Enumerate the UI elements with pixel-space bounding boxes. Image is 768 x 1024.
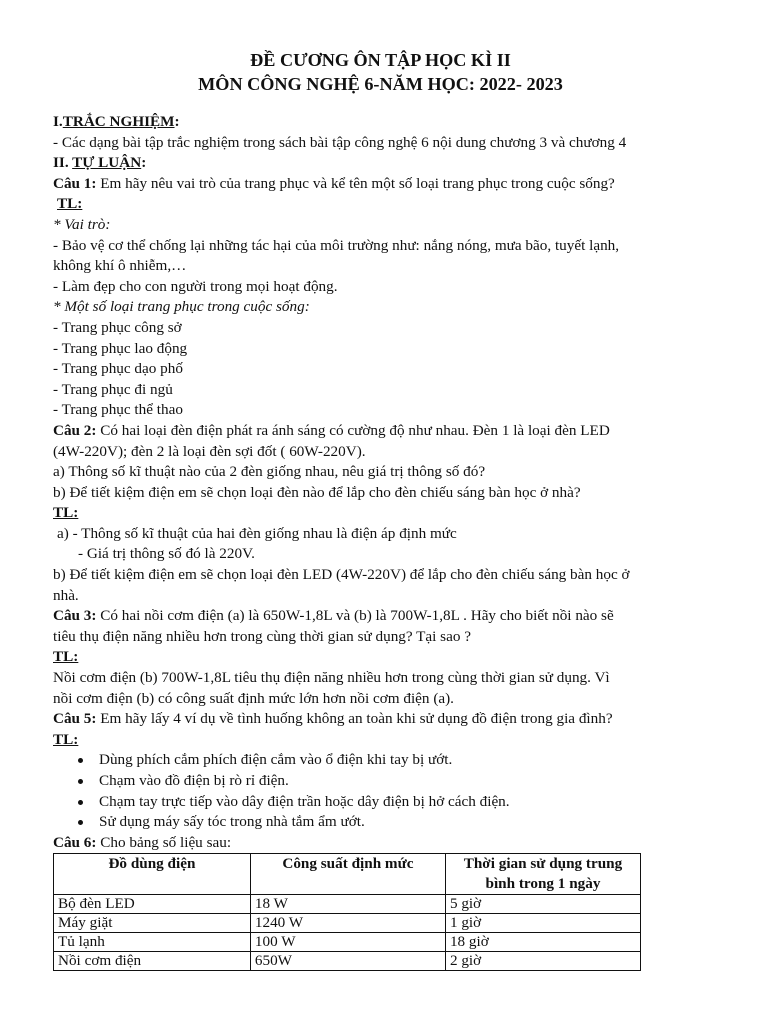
answer-5-heading [53, 730, 708, 751]
question-6 [53, 833, 708, 854]
question-5-label: Câu 5: [53, 710, 97, 728]
list-item: Chạm vào đồ điện bị rò rỉ điện. [99, 771, 708, 792]
section1-line: - Các dạng bài tập trắc nghiệm trong sách bài tập công nghệ 6 nội dung chương 3 và chương 4 [53, 133, 627, 151]
answer-1-item: - Trang phục dạo phố [53, 360, 183, 378]
table-header: Đồ dùng điện [54, 854, 251, 895]
table-cell: 1240 W [250, 914, 445, 933]
answer-2-heading [53, 503, 708, 524]
answer-1-heading [53, 194, 708, 215]
answer-2-a1: a) - Thông số kĩ thuật của hai đèn giống nhau là điện áp định mức [57, 524, 457, 542]
answer-3-tl: TL: [53, 648, 79, 666]
list-item: Sử dụng máy sấy tóc trong nhà tắm ẩm ướt. [99, 812, 708, 833]
question-3-text: Có hai nồi cơm điện (a) là 650W-1,8L và (b) là 700W-1,8L . Hãy cho biết nồi nào sẽ [96, 607, 614, 625]
section2-prefix: II. [53, 154, 73, 172]
section1-colon: : [174, 113, 180, 130]
question-2-text: Có hai loại đèn điện phát ra ánh sáng có cường độ như nhau. Đèn 1 là loại đèn LED [96, 421, 610, 439]
table-cell: 18 giờ [445, 933, 640, 952]
section1-heading [53, 112, 708, 133]
answer-2-tl: TL: [53, 504, 79, 522]
table-cell: Máy giặt [54, 914, 251, 933]
answer-1-item: - Trang phục công sở [53, 318, 182, 336]
answer-1-sub1: * Vai trò: [53, 215, 111, 233]
table-cell: 1 giờ [445, 914, 640, 933]
section2-colon: : [141, 154, 147, 172]
table-cell: Nồi cơm điện [54, 952, 251, 971]
table-cell: 18 W [250, 895, 445, 914]
document-title-line2: MÔN CÔNG NGHỆ 6-NĂM HỌC: 2022- 2023 [198, 74, 563, 94]
answer-3-line2: nồi cơm điện (b) có công suất định mức lớn hơn nồi cơm điện (a). [53, 689, 454, 707]
list-item: Chạm tay trực tiếp vào dây điện trần hoặc dây điện bị hở cách điện. [99, 792, 708, 813]
answer-1-sub2: * Một số loại trang phục trong cuộc sống: [53, 298, 310, 316]
answer-1-item: - Trang phục đi ngủ [53, 380, 173, 398]
answer-1-item: - Trang phục thể thao [53, 401, 183, 419]
question-2-line2: (4W-220V); đèn 2 là loại đèn sợi đốt ( 60W-220V). [53, 442, 366, 460]
answer-5-list [53, 750, 708, 832]
answer-1-item: - Trang phục lao động [53, 339, 188, 357]
question-3 [53, 606, 708, 627]
list-item: Dùng phích cắm phích điện cắm vào ổ điện khi tay bị ướt. [99, 750, 708, 771]
answer-2-b1: b) Để tiết kiệm điện em sẽ chọn loại đèn LED (4W-220V) để lắp cho đèn chiếu sáng bàn học ở [53, 566, 630, 584]
table-cell: 650W [250, 952, 445, 971]
table-cell: Bộ đèn LED [54, 895, 251, 914]
section1-title: TRẮC NGHIỆM [62, 113, 175, 130]
document-title-line1: ĐỀ CƯƠNG ÔN TẬP HỌC KÌ II [250, 50, 511, 70]
section1-prefix: I. [53, 113, 63, 130]
answer-1-line3: - Làm đẹp cho con người trong mọi hoạt động. [53, 277, 338, 295]
answer-3-heading [53, 647, 708, 668]
table-cell: 100 W [250, 933, 445, 952]
question-6-text: Cho bảng số liệu sau: [96, 833, 232, 851]
table-cell: 2 giờ [445, 952, 640, 971]
answer-5-tl: TL: [53, 730, 79, 748]
question-6-label: Câu 6: [53, 833, 97, 851]
table-row [54, 895, 641, 914]
table-header-row [54, 854, 641, 895]
table-header: Công suất định mức [250, 854, 445, 895]
table-row [54, 952, 641, 971]
section2-title: TỰ LUẬN [72, 154, 142, 172]
question-1 [53, 174, 708, 195]
answer-2-a2: - Giá trị thông số đó là 220V. [78, 545, 255, 563]
answer-2-b2: nhà. [53, 586, 79, 604]
appliance-table [53, 853, 641, 971]
question-3-label: Câu 3: [53, 607, 97, 625]
question-1-text: Em hãy nêu vai trò của trang phục và kể tên một số loại trang phục trong cuộc sống? [96, 174, 615, 192]
question-5 [53, 709, 708, 730]
question-2-label: Câu 2: [53, 421, 97, 439]
table-row [54, 933, 641, 952]
table-row [54, 914, 641, 933]
question-2-part-b: b) Để tiết kiệm điện em sẽ chọn loại đèn nào để lắp cho đèn chiếu sáng bàn học ở nhà? [53, 483, 581, 501]
answer-1-line2: không khí ô nhiễm,… [53, 257, 187, 275]
question-2-part-a: a) Thông số kĩ thuật nào của 2 đèn giống nhau, nêu giá trị thông số đó? [53, 463, 486, 481]
table-cell: Tủ lạnh [54, 933, 251, 952]
table-header: Thời gian sử dụng trung bình trong 1 ngày [445, 854, 640, 895]
answer-3-line1: Nồi cơm điện (b) 700W-1,8L tiêu thụ điện năng nhiều hơn trong cùng thời gian sử dụng. Vì [53, 669, 610, 687]
table-cell: 5 giờ [445, 895, 640, 914]
question-2 [53, 421, 708, 442]
question-5-text: Em hãy lấy 4 ví dụ về tình huống không an toàn khi sử dụng đồ điện trong gia đình? [96, 710, 613, 728]
section2-heading [53, 153, 708, 174]
answer-1-tl: TL: [57, 195, 83, 213]
answer-1-line1: - Bảo vệ cơ thể chống lại những tác hại của môi trường như: nắng nóng, mưa bão, tuyết lạnh, [53, 236, 620, 254]
question-3-line2: tiêu thụ điện năng nhiều hơn trong cùng thời gian sử dụng? Tại sao ? [53, 627, 471, 645]
question-1-label: Câu 1: [53, 174, 97, 192]
